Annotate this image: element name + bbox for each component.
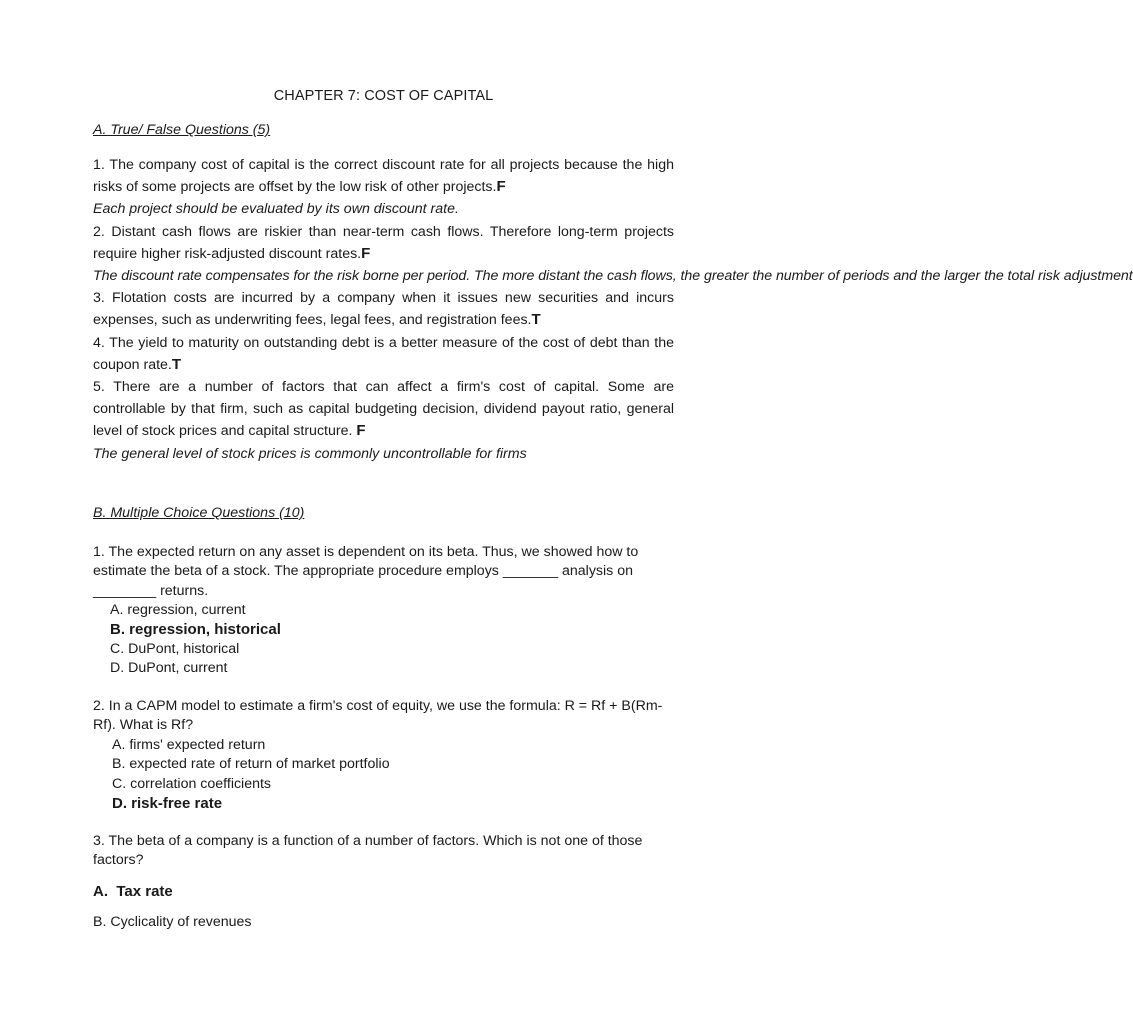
section-b-heading: B. Multiple Choice Questions (10) — [93, 505, 305, 521]
true-false-list — [93, 154, 1133, 465]
mc-option-2d-correct: D. risk-free rate — [112, 795, 223, 813]
tf-note-2: The discount rate compensates for the risk borne per period. The more distant the cash flows, the greater the number of periods and the larger the total risk adjustment — [93, 268, 1133, 285]
mc-options-2 — [112, 736, 390, 814]
mc-option-1b-correct: B. regression, historical — [110, 621, 281, 639]
tf-answer-5: F — [356, 422, 366, 440]
mc-option-2b: B. expected rate of return of market portfolio — [112, 756, 390, 773]
mc-option-1d: D. DuPont, current — [110, 660, 228, 677]
tf-answer-1: F — [496, 178, 506, 196]
mc-question-1: 1. The expected return on any asset is dependent on its beta. Thus, we showed how to estimate the beta of a stock. The appropriate procedure employs _______ analysis on ________ returns. — [93, 544, 639, 599]
mc-question-2: 2. In a CAPM model to estimate a firm's cost of equity, we use the formula: R = Rf + B(Rm-Rf). What is Rf? — [93, 698, 663, 734]
tf-question-4: 4. The yield to maturity on outstanding debt is a better measure of the cost of debt than the coupon rate.T — [93, 334, 674, 373]
mc-options-1 — [110, 601, 281, 679]
mc-option-3a-correct: A. Tax rate — [93, 883, 173, 900]
section-a-heading: A. True/ False Questions (5) — [93, 122, 271, 138]
tf-note-5: The general level of stock prices is commonly uncontrollable for firms — [93, 445, 527, 462]
tf-question-1: 1. The company cost of capital is the correct discount rate for all projects because the high risks of some projects are offset by the low risk of other projects.F — [93, 157, 674, 196]
mc-option-1c: C. DuPont, historical — [110, 640, 240, 657]
tf-question-2: 2. Distant cash flows are riskier than near-term cash flows. Therefore long-term projects require higher risk-adjusted discount rates.F — [93, 223, 674, 262]
tf-question-3: 3. Flotation costs are incurred by a company when it issues new securities and incurs expenses, such as underwriting fees, legal fees, and registration fees.T — [93, 290, 674, 329]
tf-answer-2: F — [361, 244, 371, 262]
mc-option-1a: A. regression, current — [110, 602, 246, 618]
tf-question-5: 5. There are a number of factors that can affect a firm's cost of capital. Some are controllable by that firm, such as capital budgeting decision, dividend payout ratio, general level of stock prices and capital structure. F — [93, 379, 674, 440]
mc-question-3: 3. The beta of a company is a function of a number of factors. Which is not one of those factors? — [93, 833, 643, 869]
tf-note-1: Each project should be evaluated by its own discount rate. — [93, 201, 459, 218]
mc-option-3b: B. Cyclicality of revenues — [93, 914, 252, 930]
page-title: CHAPTER 7: COST OF CAPITAL — [273, 88, 494, 104]
tf-answer-4: T — [171, 355, 182, 373]
tf-answer-3: T — [531, 311, 541, 329]
mc-option-2a: A. firms' expected return — [112, 737, 266, 753]
mc-option-2c: C. correlation coefficients — [112, 775, 272, 792]
